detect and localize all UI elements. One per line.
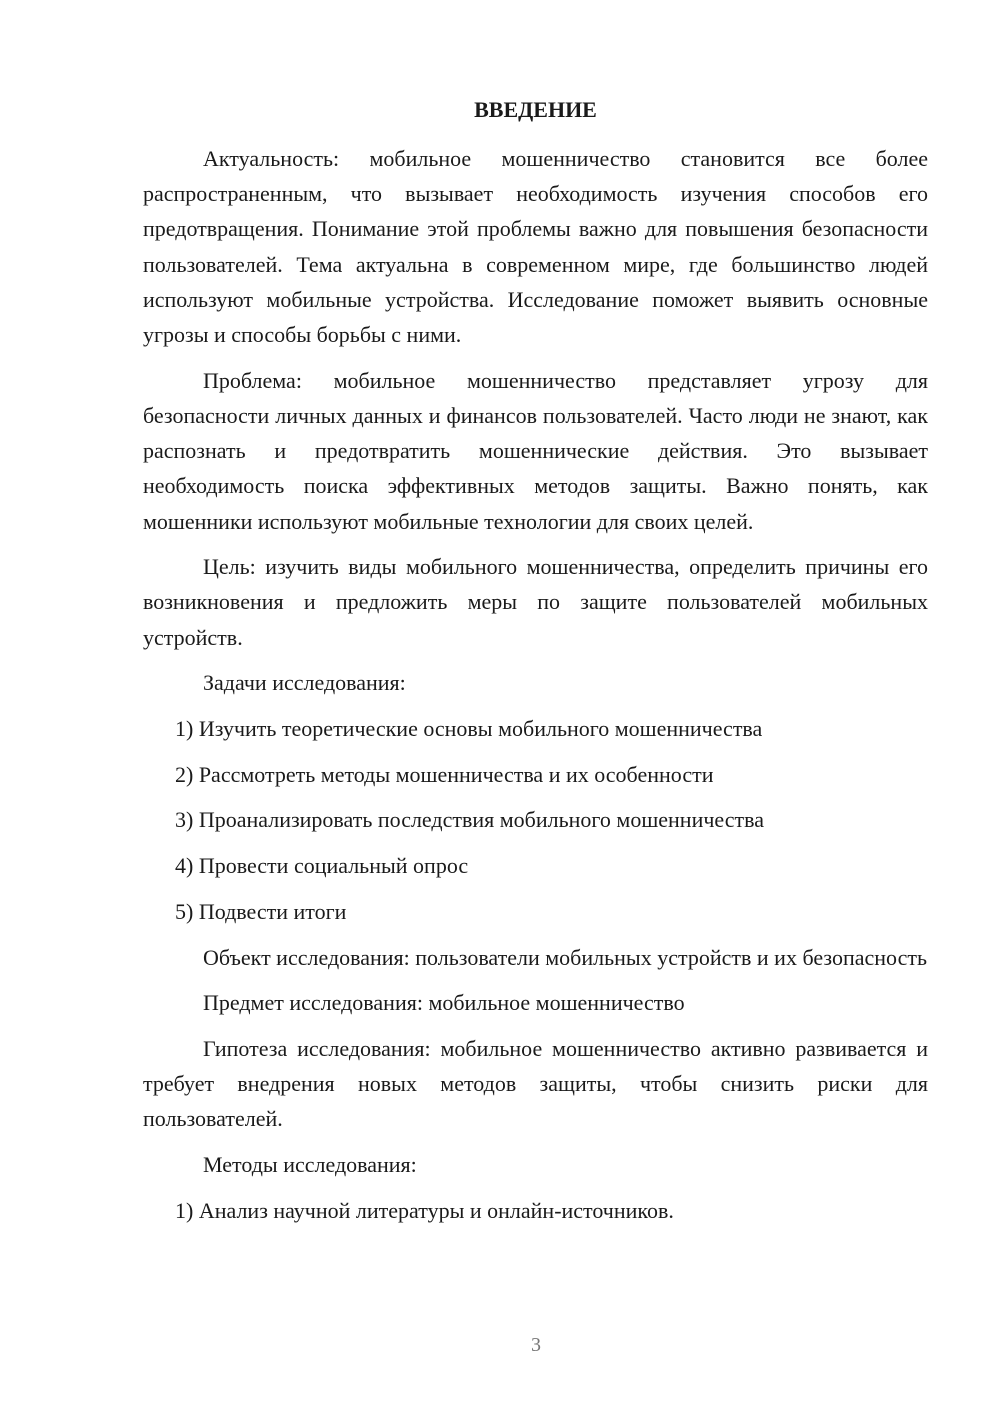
task-item: 2) Рассмотреть методы мошенничества и их особенности	[175, 761, 714, 787]
object-paragraph: Объект исследования: пользователи мобильных устройств и их безопасность	[203, 944, 927, 970]
task-item: 3) Проанализировать последствия мобильного мошенничества	[175, 807, 764, 833]
page-number: 3	[531, 1334, 541, 1356]
hypothesis-paragraph: Гипотеза исследования: мобильное мошенничество активно развивается и требует внедрения новых методов защиты, чтобы снизить риски для пользователей.	[143, 1035, 928, 1132]
relevance-paragraph: Актуальность: мобильное мошенничество становится все более распространенным, что вызывает необходимость изучения способов его предотвращения. Понимание этой проблемы важно для повышения безопасности пользователей. Тема актуальна в современном мире, где большинство людей используют мобильные устройства. Исследование поможет выявить основные угрозы и способы борьбы с ними.	[143, 146, 928, 348]
problem-paragraph: Проблема: мобильное мошенничество представляет угрозу для безопасности личных данных и финансов пользователей. Часто люди не знают, как распознать и предотвратить мошеннические действия. Это вызывает необходимость поиска эффективных методов защиты. Важно понять, как мошенники используют мобильные технологии для своих целей.	[143, 367, 928, 534]
goal-paragraph: Цель: изучить виды мобильного мошенничества, определить причины его возникновения и предложить меры по защите пользователей мобильных устройств.	[143, 554, 928, 650]
tasks-heading: Задачи исследования:	[203, 670, 406, 696]
task-item: 5) Подвести итоги	[175, 898, 347, 924]
methods-heading: Методы исследования:	[203, 1152, 417, 1178]
method-item: 1) Анализ научной литературы и онлайн-источников.	[175, 1197, 674, 1223]
task-item: 1) Изучить теоретические основы мобильного мошенничества	[175, 716, 763, 742]
section-title: ВВЕДЕНИЕ	[474, 97, 597, 122]
task-item: 4) Провести социальный опрос	[175, 853, 469, 879]
subject-paragraph: Предмет исследования: мобильное мошенничество	[203, 990, 685, 1016]
document-page	[143, 94, 928, 1238]
